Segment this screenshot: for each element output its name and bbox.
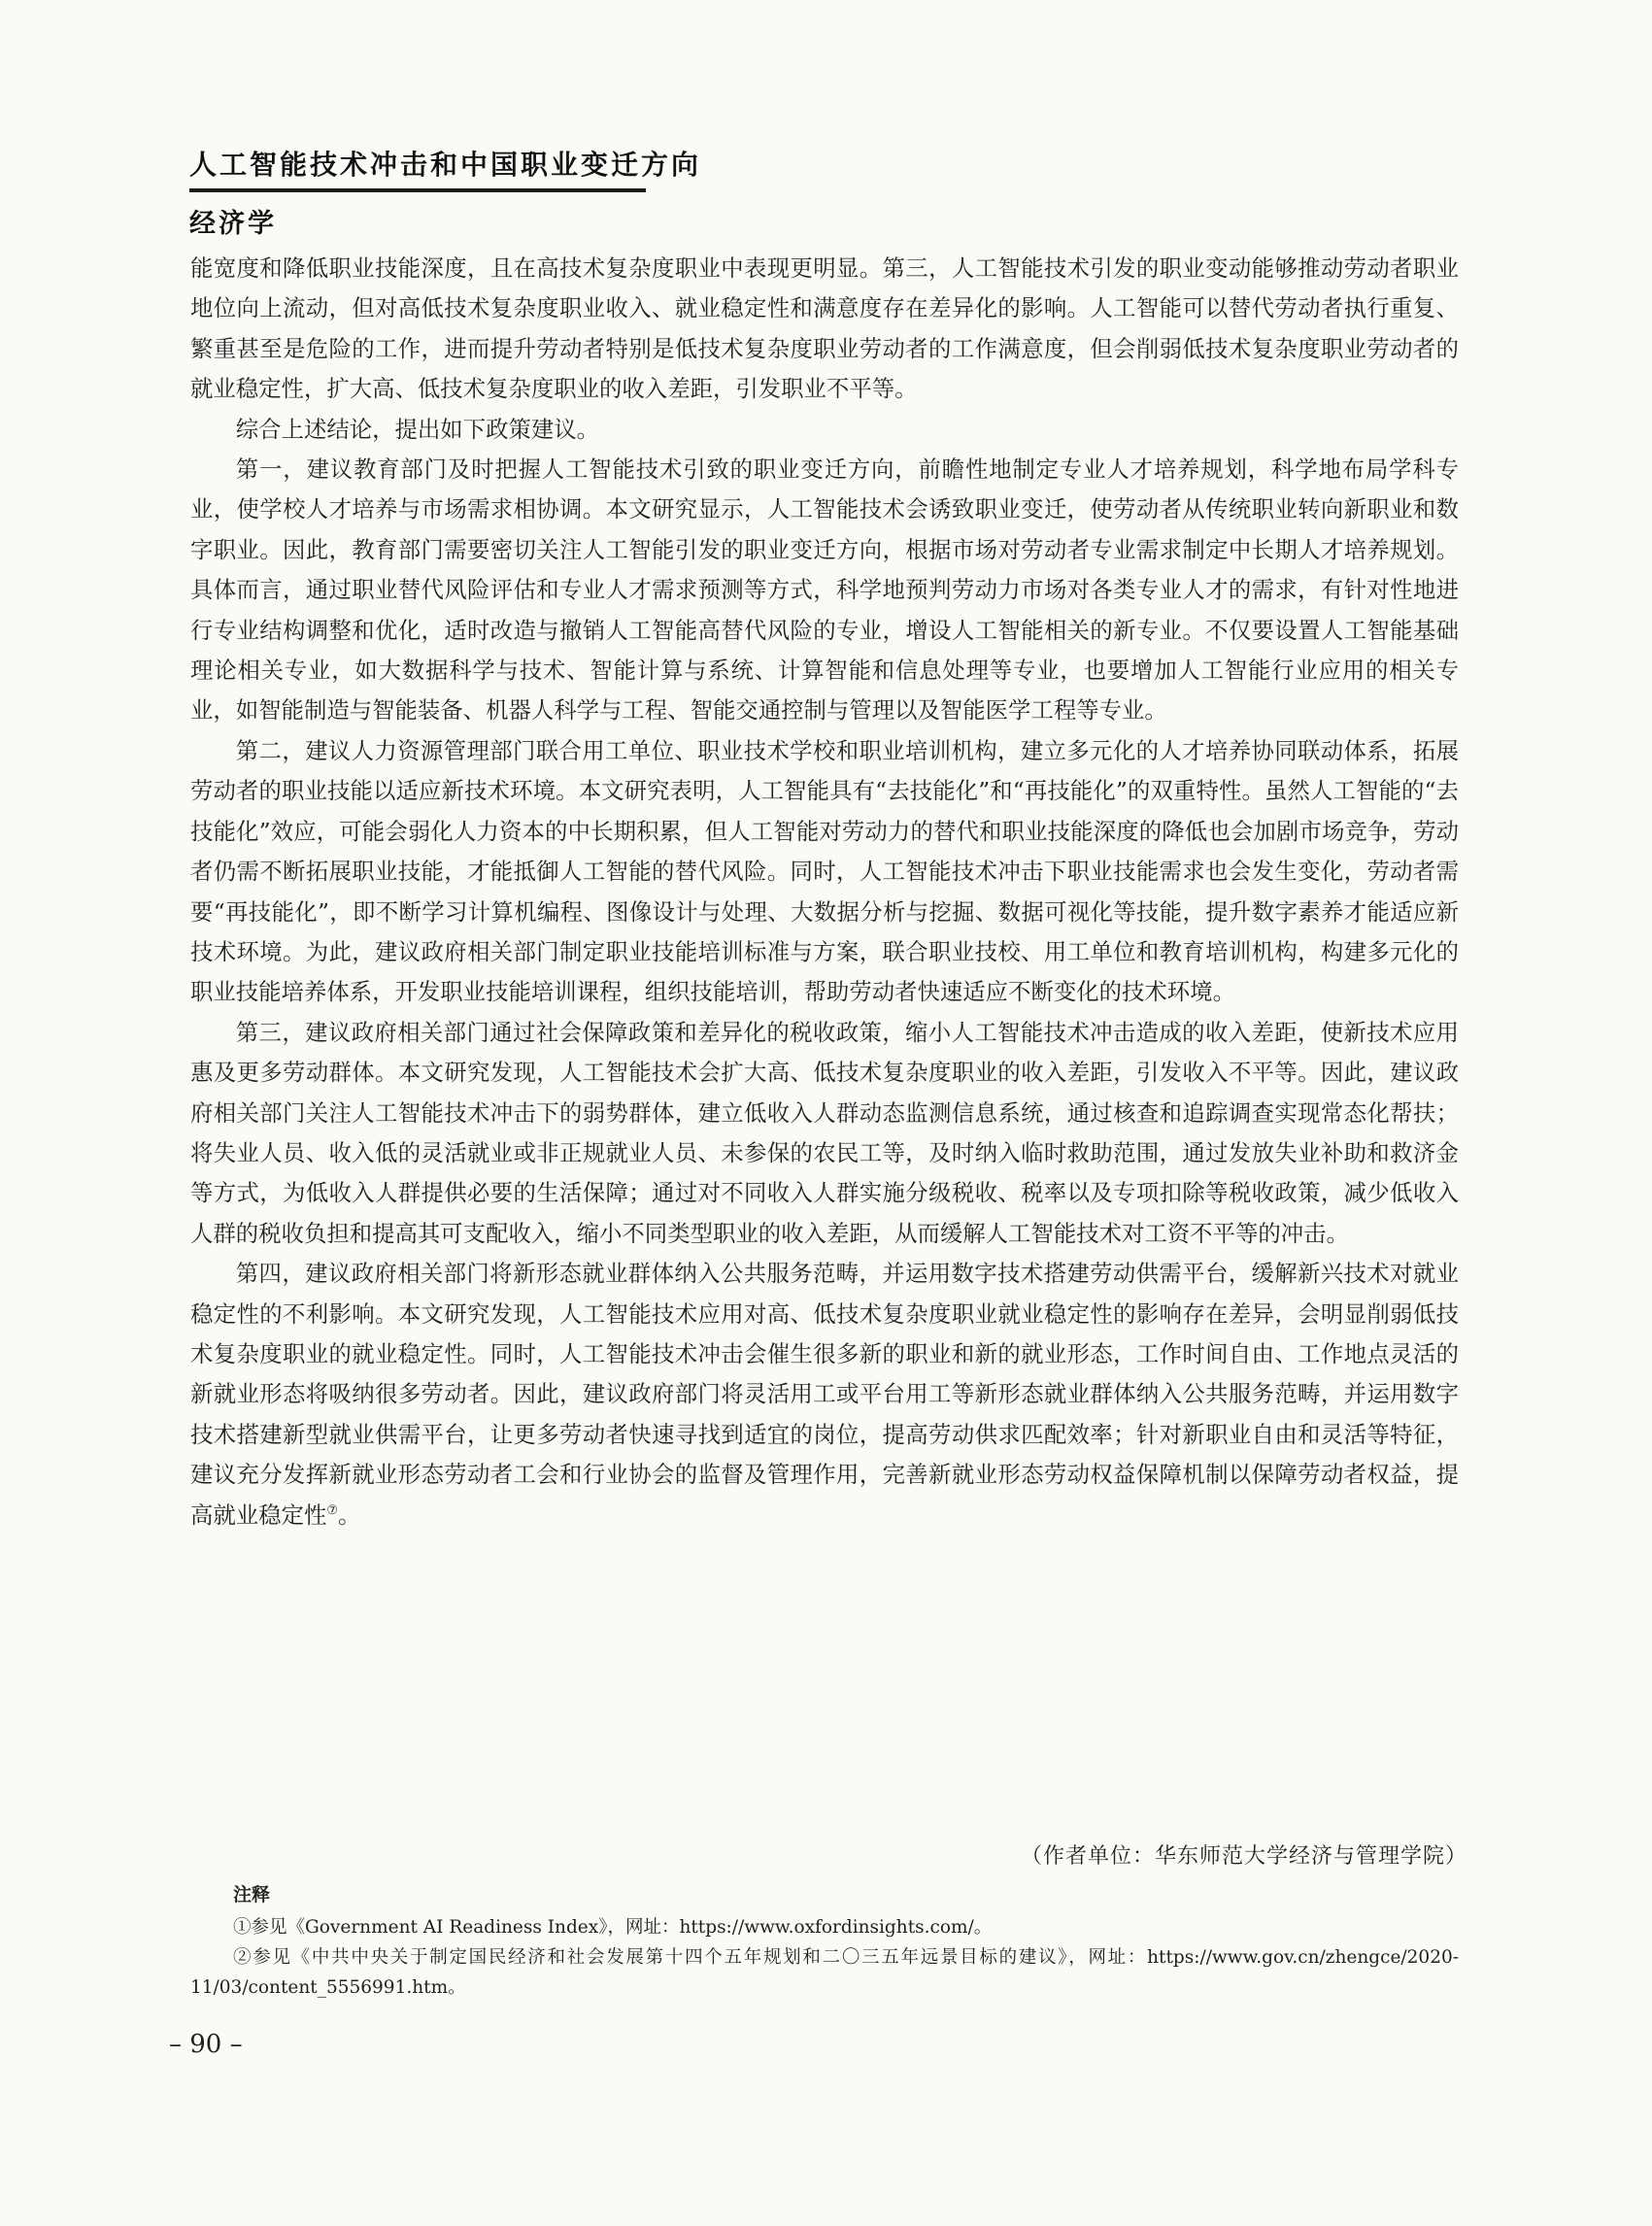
paragraph-fourth-suggestion bbox=[190, 1254, 1459, 1535]
header-rule bbox=[189, 188, 646, 192]
note-2: ②参见《中共中央关于制定国民经济和社会发展第十四个五年规划和二〇三五年远景目标的建议》，网址：https://www.gov.cn/zhengce/2020-11/03/content_5556991.htm。 bbox=[190, 1947, 1459, 1998]
paragraph-continued: 能宽度和降低职业技能深度，且在高技术复杂度职业中表现更明显。第三，人工智能技术引发的职业变动能够推动劳动者职业地位向上流动，但对高低技术复杂度职业收入、就业稳定性和满意度存在差异化的影响。人工智能可以替代劳动者执行重复、繁重甚至是危险的工作，进而提升劳动者特别是低技术复杂度职业劳动者的工作满意度，但会削弱低技术复杂度职业劳动者的就业稳定性，扩大高、低技术复杂度职业的收入差距，引发职业不平等。 bbox=[190, 254, 1459, 403]
paragraph-second-suggestion: 第二，建议人力资源管理部门联合用工单位、职业技术学校和职业培训机构，建立多元化的人才培养协同联动体系，拓展劳动者的职业技能以适应新技术环境。本文研究表明，人工智能具有“去技能化”和“再技能化”的双重特性。虽然人工智能的“去技能化”效应，可能会弱化人力资本的中长期积累，但人工智能对劳动力的替代和职业技能深度的降低也会加剧市场竞争，劳动者仍需不断拓展职业技能，才能抵御人工智能的替代风险。同时，人工智能技术冲击下职业技能需求也会发生变化，劳动者需要“再技能化”，即不断学习计算机编程、图像设计与处理、大数据分析与挖掘、数据可视化等技能，提升数字素养才能适应新技术环境。为此，建议政府相关部门制定职业技能培训标准与方案，联合职业技校、用工单位和教育培训机构，构建多元化的职业技能培养体系，开发职业技能培训课程，组织技能培训，帮助劳动者快速适应不断变化的技术环境。 bbox=[190, 736, 1459, 1006]
paragraph-third-suggestion: 第三，建议政府相关部门通过社会保障政策和差异化的税收政策，缩小人工智能技术冲击造成的收入差距，使新技术应用惠及更多劳动群体。本文研究发现，人工智能技术会扩大高、低技术复杂度职业的收入差距，引发收入不平等。因此，建议政府相关部门关注人工智能技术冲击下的弱势群体，建立低收入人群动态监测信息系统，通过核查和追踪调查实现常态化帮扶；将失业人员、收入低的灵活就业或非正规就业人员、未参保的农民工等，及时纳入临时救助范围，通过发放失业补助和救济金等方式，为低收入人群提供必要的生活保障；通过对不同收入人群实施分级税收、税率以及专项扣除等税收政策，减少低收入人群的税收负担和提高其可支配收入，缩小不同类型职业的收入差距，从而缓解人工智能技术对工资不平等的冲击。 bbox=[190, 1018, 1459, 1247]
paragraph-fourth-end: 。 bbox=[338, 1501, 361, 1529]
notes-heading: 注释 bbox=[233, 1884, 271, 1906]
paragraph-fourth-text: 第四，建议政府相关部门将新形态就业群体纳入公共服务范畴，并运用数字技术搭建劳动供需平台，缓解新兴技术对就业稳定性的不利影响。本文研究发现，人工智能技术应用对高、低技术复杂度职业就业稳定性的影响存在差异，会明显削弱低技术复杂度职业的就业稳定性。同时，人工智能技术冲击会催生很多新的职业和新的就业形态，工作时间自由、工作地点灵活的新就业形态将吸纳很多劳动者。因此，建议政府部门将灵活用工或平台用工等新形态就业群体纳入公共服务范畴，并运用数字技术搭建新型就业供需平台，让更多劳动者快速寻找到适宜的岗位，提高劳动供求匹配效率；针对新职业自由和灵活等特征，建议充分发挥新就业形态劳动者工会和行业协会的监督及管理作用，完善新就业形态劳动权益保障机制以保障劳动者权益，提高就业稳定性 bbox=[190, 1260, 1459, 1529]
footnote-ref: ⑦ bbox=[326, 1502, 338, 1518]
running-title: 人工智能技术冲击和中国职业变迁方向 bbox=[189, 149, 702, 181]
note-1: ①参见《Government AI Readiness Index》，网址：https://www.oxfordinsights.com/。 bbox=[233, 1917, 993, 1938]
author-affiliation: （作者单位：华东师范大学经济与管理学院） bbox=[1020, 1844, 1467, 1869]
article-body bbox=[190, 249, 1459, 1535]
paragraph-summary: 综合上述结论，提出如下政策建议。 bbox=[235, 415, 600, 443]
page-number: – 90 – bbox=[169, 2030, 243, 2059]
paragraph-first-suggestion: 第一，建议教育部门及时把握人工智能技术引致的职业变迁方向，前瞻性地制定专业人才培养规划，科学地布局学科专业，使学校人才培养与市场需求相协调。本文研究显示，人工智能技术会诱致职业变迁，使劳动者从传统职业转向新职业和数字职业。因此，教育部门需要密切关注人工智能引发的职业变迁方向，根据市场对劳动者专业需求制定中长期人才培养规划。具体而言，通过职业替代风险评估和专业人才需求预测等方式，科学地预判劳动力市场对各类专业人才的需求，有针对性地进行专业结构调整和优化，适时改造与撤销人工智能高替代风险的专业，增设人工智能相关的新专业。不仅要设置人工智能基础理论相关专业，如大数据科学与技术、智能计算与系统、计算智能和信息处理等专业，也要增加人工智能行业应用的相关专业，如智能制造与智能装备、机器人科学与工程、智能交通控制与管理以及智能医学工程等专业。 bbox=[190, 455, 1459, 725]
notes-section bbox=[190, 1880, 1459, 2003]
section-label: 经济学 bbox=[189, 209, 277, 239]
